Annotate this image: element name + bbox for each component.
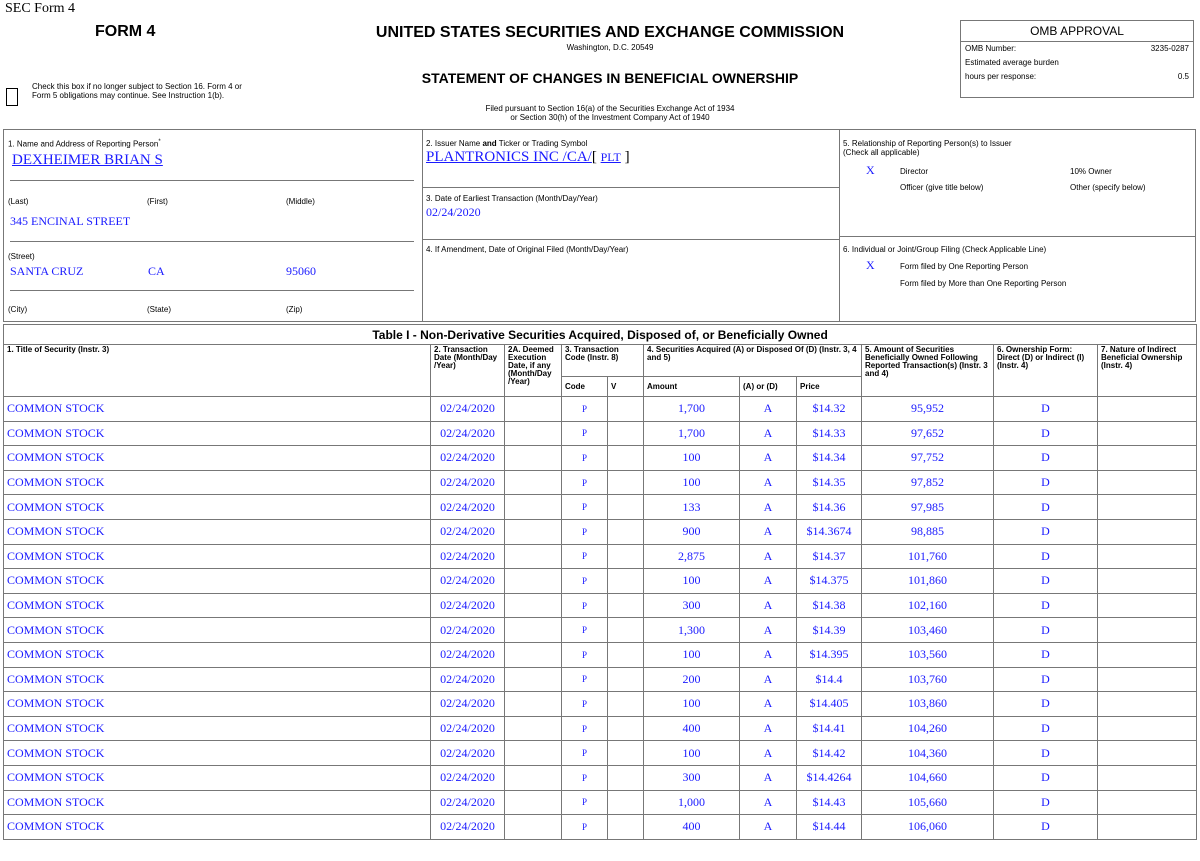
statement-title: STATEMENT OF CHANGES IN BENEFICIAL OWNERSHIP [421, 70, 799, 86]
transaction-date-cell: 02/24/2020 [431, 421, 505, 446]
security-title-cell: COMMON STOCK [4, 667, 431, 692]
omb-approval-title: OMB APPROVAL [961, 21, 1193, 42]
amount-cell: 1,300 [644, 618, 740, 643]
transaction-date-cell: 02/24/2020 [431, 593, 505, 618]
omb-hours-value: 0.5 [1177, 72, 1189, 81]
deemed-date-cell [505, 421, 562, 446]
sec-form-label: SEC Form 4 [5, 1, 76, 16]
price-cell: $14.39 [797, 618, 862, 643]
table-row [4, 741, 1197, 766]
table-row [4, 495, 1197, 520]
price-cell: $14.4 [797, 667, 862, 692]
amount-cell: 100 [644, 470, 740, 495]
section4-label: 4. If Amendment, Date of Original Filed (Month/Day/Year) [426, 245, 629, 254]
transaction-date-cell: 02/24/2020 [431, 495, 505, 520]
section5-label: 5. Relationship of Reporting Person(s) to Issuer [843, 139, 1012, 148]
omb-number-label: OMB Number: [965, 44, 1017, 53]
one-person-check-mark: X [866, 258, 875, 272]
v-cell [608, 519, 644, 544]
amount-cell: 100 [644, 569, 740, 594]
price-cell: $14.375 [797, 569, 862, 594]
v-cell [608, 716, 644, 741]
v-cell [608, 593, 644, 618]
price-cell: $14.4264 [797, 765, 862, 790]
agency-header [370, 24, 850, 52]
ownership-form-cell: D [994, 544, 1098, 569]
middle-label: (Middle) [286, 197, 315, 206]
section2-label-pre: 2. Issuer Name [426, 139, 483, 148]
security-title-cell: COMMON STOCK [4, 692, 431, 717]
a-or-d-cell: A [740, 470, 797, 495]
deemed-date-cell [505, 569, 562, 594]
deemed-date-cell [505, 544, 562, 569]
filed-pursuant-line-2: or Section 30(h) of the Investment Company Act of 1940 [510, 113, 710, 122]
omb-approval-box [960, 20, 1194, 98]
owned-after-cell: 95,952 [862, 397, 994, 422]
v-cell [608, 815, 644, 840]
city-label: (City) [8, 305, 28, 314]
nature-cell [1098, 495, 1197, 520]
section2-label-post: Ticker or Trading Symbol [496, 139, 588, 148]
amount-cell: 1,700 [644, 397, 740, 422]
a-or-d-cell: A [740, 519, 797, 544]
v-cell [608, 446, 644, 471]
one-person-label: Form filed by One Reporting Person [900, 262, 1029, 271]
deemed-date-cell [505, 765, 562, 790]
price-cell: $14.42 [797, 741, 862, 766]
nature-cell [1098, 421, 1197, 446]
transaction-code-cell: P [562, 642, 608, 667]
v-cell [608, 741, 644, 766]
security-title-cell: COMMON STOCK [4, 397, 431, 422]
issuer-name-link[interactable]: PLANTRONICS INC /CA/ [426, 149, 592, 165]
ownership-form-cell: D [994, 667, 1098, 692]
omb-burden-row [961, 56, 1193, 70]
table-non-derivative [3, 324, 1197, 840]
amount-cell: 2,875 [644, 544, 740, 569]
security-title-cell: COMMON STOCK [4, 470, 431, 495]
amount-cell: 200 [644, 667, 740, 692]
omb-hours-label: hours per response: [965, 72, 1037, 81]
transaction-code-cell: P [562, 397, 608, 422]
v-cell [608, 569, 644, 594]
security-title-cell: COMMON STOCK [4, 815, 431, 840]
transaction-code-cell: P [562, 446, 608, 471]
price-cell: $14.405 [797, 692, 862, 717]
nature-cell [1098, 470, 1197, 495]
a-or-d-cell: A [740, 397, 797, 422]
table1-caption: Table I - Non-Derivative Securities Acquired, Disposed of, or Beneficially Owned [4, 325, 1197, 345]
header-nature-of-ownership: 7. Nature of Indirect Beneficial Ownership (Instr. 4) [1098, 345, 1197, 397]
table-row [4, 470, 1197, 495]
amount-cell: 400 [644, 815, 740, 840]
v-cell [608, 692, 644, 717]
transaction-code-cell: P [562, 692, 608, 717]
price-cell: $14.41 [797, 716, 862, 741]
transaction-code-cell: P [562, 716, 608, 741]
ownership-form-cell: D [994, 618, 1098, 643]
price-cell: $14.395 [797, 642, 862, 667]
security-title-cell: COMMON STOCK [4, 741, 431, 766]
owned-after-cell: 98,885 [862, 519, 994, 544]
table-row [4, 544, 1197, 569]
ownership-form-cell: D [994, 765, 1098, 790]
owned-after-cell: 105,660 [862, 790, 994, 815]
owned-after-cell: 103,460 [862, 618, 994, 643]
price-cell: $14.36 [797, 495, 862, 520]
transaction-date-cell: 02/24/2020 [431, 569, 505, 594]
v-cell [608, 642, 644, 667]
security-title-cell: COMMON STOCK [4, 765, 431, 790]
ownership-form-cell: D [994, 741, 1098, 766]
deemed-date-cell [505, 446, 562, 471]
deemed-date-cell [505, 815, 562, 840]
header-transaction-date: 2. Transaction Date (Month/Day /Year) [431, 345, 505, 397]
section2-label [426, 139, 587, 148]
section6-label: 6. Individual or Joint/Group Filing (Check Applicable Line) [843, 245, 1047, 254]
table-row [4, 815, 1197, 840]
table-row [4, 569, 1197, 594]
transaction-date-cell: 02/24/2020 [431, 815, 505, 840]
v-cell [608, 495, 644, 520]
v-cell [608, 667, 644, 692]
transaction-date-cell: 02/24/2020 [431, 642, 505, 667]
deemed-date-cell [505, 397, 562, 422]
table-row [4, 765, 1197, 790]
subheader-v: V [608, 377, 644, 397]
omb-number-value: 3235-0287 [1150, 44, 1189, 53]
street-address: 345 ENCINAL STREET [10, 214, 131, 228]
section5-sublabel: (Check all applicable) [843, 148, 920, 157]
table-row [4, 593, 1197, 618]
transaction-code-cell: P [562, 569, 608, 594]
ten-percent-owner-label: 10% Owner [1070, 167, 1112, 176]
a-or-d-cell: A [740, 495, 797, 520]
a-or-d-cell: A [740, 815, 797, 840]
header-deemed-execution-date: 2A. Deemed Execution Date, if any (Month/Day /Year) [505, 345, 562, 397]
ticker-close-bracket: ] [620, 149, 630, 165]
agency-location: Washington, D.C. 20549 [566, 43, 654, 52]
v-cell [608, 421, 644, 446]
earliest-transaction-date: 02/24/2020 [426, 205, 481, 219]
owned-after-cell: 103,760 [862, 667, 994, 692]
table-row [4, 421, 1197, 446]
deemed-date-cell [505, 741, 562, 766]
table-row [4, 642, 1197, 667]
section3-label: 3. Date of Earliest Transaction (Month/Day/Year) [426, 194, 598, 203]
section16-checkbox-group [6, 82, 247, 106]
a-or-d-cell: A [740, 692, 797, 717]
subheader-amount: Amount [644, 377, 740, 397]
table-row [4, 716, 1197, 741]
owned-after-cell: 104,660 [862, 765, 994, 790]
security-title-cell: COMMON STOCK [4, 544, 431, 569]
v-cell [608, 790, 644, 815]
header-ownership-form: 6. Ownership Form: Direct (D) or Indirect (I) (Instr. 4) [994, 345, 1098, 397]
price-cell: $14.37 [797, 544, 862, 569]
state-label: (State) [147, 305, 172, 314]
transaction-date-cell: 02/24/2020 [431, 716, 505, 741]
owned-after-cell: 103,860 [862, 692, 994, 717]
deemed-date-cell [505, 519, 562, 544]
security-title-cell: COMMON STOCK [4, 519, 431, 544]
reporting-person-section [3, 129, 1196, 322]
price-cell: $14.43 [797, 790, 862, 815]
ownership-form-cell: D [994, 593, 1098, 618]
nature-cell [1098, 618, 1197, 643]
amount-cell: 100 [644, 446, 740, 471]
price-cell: $14.44 [797, 815, 862, 840]
form-title: FORM 4 [95, 23, 156, 40]
a-or-d-cell: A [740, 569, 797, 594]
transaction-code-cell: P [562, 470, 608, 495]
subheader-price: Price [797, 377, 862, 397]
transaction-code-cell: P [562, 815, 608, 840]
amount-cell: 1,000 [644, 790, 740, 815]
ownership-form-cell: D [994, 692, 1098, 717]
issuer-line [426, 149, 630, 166]
section16-checkbox[interactable] [6, 88, 18, 106]
price-cell: $14.3674 [797, 519, 862, 544]
deemed-date-cell [505, 716, 562, 741]
security-title-cell: COMMON STOCK [4, 618, 431, 643]
amount-cell: 100 [644, 741, 740, 766]
v-cell [608, 470, 644, 495]
table-row [4, 397, 1197, 422]
transaction-code-cell: P [562, 421, 608, 446]
owned-after-cell: 101,760 [862, 544, 994, 569]
section16-checkbox-label: Check this box if no longer subject to Section 16. Form 4 or Form 5 obligations may continue. See Instruction 1(b). [32, 82, 242, 100]
a-or-d-cell: A [740, 618, 797, 643]
price-cell: $14.34 [797, 446, 862, 471]
owned-after-cell: 97,752 [862, 446, 994, 471]
zip-value: 95060 [286, 264, 316, 278]
owned-after-cell: 101,860 [862, 569, 994, 594]
table-row [4, 519, 1197, 544]
ownership-form-cell: D [994, 642, 1098, 667]
amount-cell: 100 [644, 692, 740, 717]
nature-cell [1098, 741, 1197, 766]
security-title-cell: COMMON STOCK [4, 790, 431, 815]
transaction-date-cell: 02/24/2020 [431, 790, 505, 815]
section2-label-and: and [482, 139, 497, 148]
a-or-d-cell: A [740, 765, 797, 790]
price-cell: $14.35 [797, 470, 862, 495]
last-label: (Last) [8, 197, 29, 206]
ticker-link[interactable]: PLT [600, 150, 621, 164]
city-value: SANTA CRUZ [10, 264, 84, 278]
transaction-date-cell: 02/24/2020 [431, 692, 505, 717]
deemed-date-cell [505, 667, 562, 692]
amount-cell: 133 [644, 495, 740, 520]
owned-after-cell: 97,852 [862, 470, 994, 495]
table-row [4, 692, 1197, 717]
owned-after-cell: 104,260 [862, 716, 994, 741]
price-cell: $14.33 [797, 421, 862, 446]
state-value: CA [148, 264, 165, 278]
transaction-code-cell: P [562, 544, 608, 569]
transaction-date-cell: 02/24/2020 [431, 544, 505, 569]
price-cell: $14.32 [797, 397, 862, 422]
owned-after-cell: 102,160 [862, 593, 994, 618]
owned-after-cell: 103,560 [862, 642, 994, 667]
table-row [4, 790, 1197, 815]
security-title-cell: COMMON STOCK [4, 593, 431, 618]
a-or-d-cell: A [740, 446, 797, 471]
header-transaction-code: 3. Transaction Code (Instr. 8) [562, 345, 644, 377]
a-or-d-cell: A [740, 716, 797, 741]
deemed-date-cell [505, 470, 562, 495]
other-label: Other (specify below) [1070, 183, 1146, 192]
a-or-d-cell: A [740, 544, 797, 569]
transaction-code-cell: P [562, 765, 608, 790]
subheader-a-or-d: (A) or (D) [740, 377, 797, 397]
owned-after-cell: 106,060 [862, 815, 994, 840]
first-label: (First) [147, 197, 168, 206]
deemed-date-cell [505, 593, 562, 618]
v-cell [608, 544, 644, 569]
table-row [4, 618, 1197, 643]
transaction-code-cell: P [562, 790, 608, 815]
zip-label: (Zip) [286, 305, 303, 314]
transaction-date-cell: 02/24/2020 [431, 397, 505, 422]
transaction-code-cell: P [562, 618, 608, 643]
nature-cell [1098, 544, 1197, 569]
nature-cell [1098, 397, 1197, 422]
transaction-date-cell: 02/24/2020 [431, 470, 505, 495]
section1-label-text: 1. Name and Address of Reporting Person [8, 139, 159, 149]
director-label: Director [900, 167, 929, 176]
nature-cell [1098, 790, 1197, 815]
a-or-d-cell: A [740, 421, 797, 446]
nature-cell [1098, 815, 1197, 840]
omb-burden-label: Estimated average burden [965, 58, 1059, 67]
ownership-form-cell: D [994, 495, 1098, 520]
header-securities-acquired: 4. Securities Acquired (A) or Disposed Of (D) (Instr. 3, 4 and 5) [644, 345, 862, 377]
ownership-form-cell: D [994, 790, 1098, 815]
agency-title: UNITED STATES SECURITIES AND EXCHANGE COMMISSION [375, 24, 845, 41]
header-amount-owned: 5. Amount of Securities Beneficially Owned Following Reported Transaction(s) (Instr. 3 and 4) [862, 345, 994, 397]
ownership-form-cell: D [994, 421, 1098, 446]
nature-cell [1098, 446, 1197, 471]
transaction-date-cell: 02/24/2020 [431, 765, 505, 790]
transaction-code-cell: P [562, 495, 608, 520]
transaction-code-cell: P [562, 667, 608, 692]
deemed-date-cell [505, 692, 562, 717]
a-or-d-cell: A [740, 593, 797, 618]
deemed-date-cell [505, 495, 562, 520]
nature-cell [1098, 765, 1197, 790]
transaction-date-cell: 02/24/2020 [431, 667, 505, 692]
v-cell [608, 765, 644, 790]
omb-number-row [961, 42, 1193, 56]
transaction-date-cell: 02/24/2020 [431, 446, 505, 471]
transaction-code-cell: P [562, 593, 608, 618]
a-or-d-cell: A [740, 667, 797, 692]
ticker-open-bracket: [ [591, 149, 601, 165]
subheader-code: Code [562, 377, 608, 397]
director-check-mark: X [866, 163, 875, 177]
officer-label: Officer (give title below) [900, 183, 984, 192]
street-label: (Street) [8, 252, 35, 261]
nature-cell [1098, 667, 1197, 692]
security-title-cell: COMMON STOCK [4, 495, 431, 520]
owned-after-cell: 104,360 [862, 741, 994, 766]
ownership-form-cell: D [994, 446, 1098, 471]
table-row [4, 446, 1197, 471]
section1-label [8, 139, 161, 149]
deemed-date-cell [505, 790, 562, 815]
amount-cell: 300 [644, 765, 740, 790]
ownership-form-cell: D [994, 716, 1098, 741]
ownership-form-cell: D [994, 815, 1098, 840]
deemed-date-cell [505, 642, 562, 667]
security-title-cell: COMMON STOCK [4, 642, 431, 667]
nature-cell [1098, 716, 1197, 741]
reporting-person-name-link[interactable]: DEXHEIMER BRIAN S [12, 152, 163, 168]
owned-after-cell: 97,652 [862, 421, 994, 446]
nature-cell [1098, 519, 1197, 544]
transaction-code-cell: P [562, 741, 608, 766]
amount-cell: 100 [644, 642, 740, 667]
filed-pursuant [370, 104, 850, 122]
amount-cell: 900 [644, 519, 740, 544]
more-persons-label: Form filed by More than One Reporting Person [900, 279, 1067, 288]
table-row [4, 667, 1197, 692]
ownership-form-cell: D [994, 470, 1098, 495]
table1-body [4, 397, 1197, 840]
transaction-date-cell: 02/24/2020 [431, 618, 505, 643]
transaction-date-cell: 02/24/2020 [431, 741, 505, 766]
transaction-code-cell: P [562, 519, 608, 544]
security-title-cell: COMMON STOCK [4, 716, 431, 741]
nature-cell [1098, 593, 1197, 618]
v-cell [608, 397, 644, 422]
omb-hours-row [961, 70, 1193, 84]
filed-pursuant-line-1: Filed pursuant to Section 16(a) of the Securities Exchange Act of 1934 [485, 104, 735, 113]
amount-cell: 300 [644, 593, 740, 618]
deemed-date-cell [505, 618, 562, 643]
security-title-cell: COMMON STOCK [4, 446, 431, 471]
a-or-d-cell: A [740, 790, 797, 815]
ownership-form-cell: D [994, 519, 1098, 544]
nature-cell [1098, 569, 1197, 594]
ownership-form-cell: D [994, 397, 1098, 422]
price-cell: $14.38 [797, 593, 862, 618]
a-or-d-cell: A [740, 642, 797, 667]
ownership-form-cell: D [994, 569, 1098, 594]
transaction-date-cell: 02/24/2020 [431, 519, 505, 544]
header-title-of-security: 1. Title of Security (Instr. 3) [4, 345, 431, 397]
security-title-cell: COMMON STOCK [4, 421, 431, 446]
section1-asterisk: * [158, 139, 161, 145]
nature-cell [1098, 692, 1197, 717]
v-cell [608, 618, 644, 643]
owned-after-cell: 97,985 [862, 495, 994, 520]
nature-cell [1098, 642, 1197, 667]
a-or-d-cell: A [740, 741, 797, 766]
amount-cell: 1,700 [644, 421, 740, 446]
security-title-cell: COMMON STOCK [4, 569, 431, 594]
amount-cell: 400 [644, 716, 740, 741]
